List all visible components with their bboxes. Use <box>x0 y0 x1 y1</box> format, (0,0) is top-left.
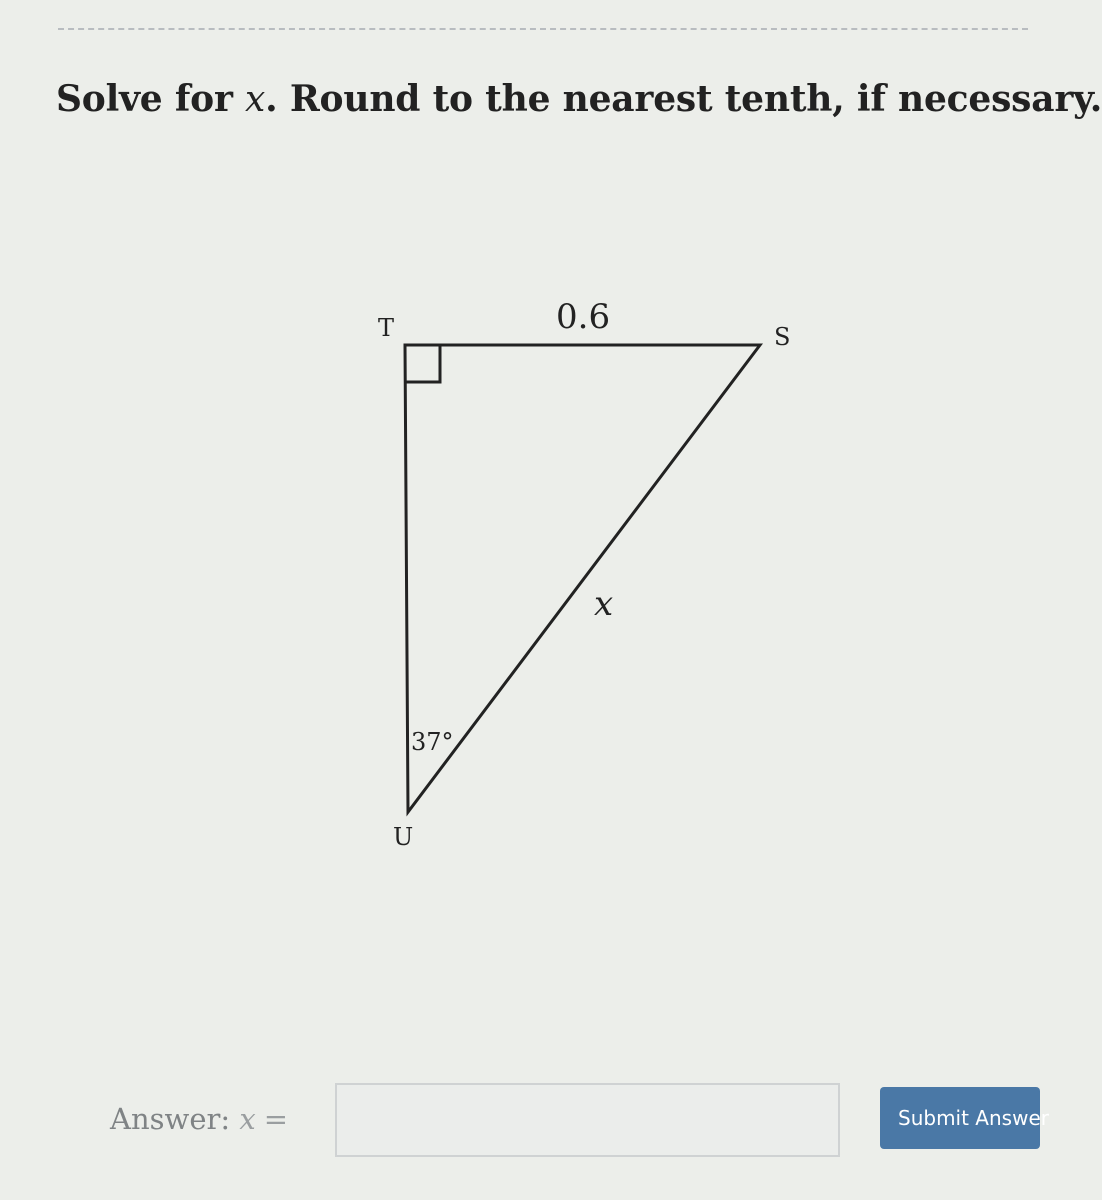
answer-variable: x <box>239 1102 256 1136</box>
vertex-label-s: S <box>774 323 791 351</box>
answer-label <box>110 1102 288 1136</box>
question-variable: x <box>245 79 266 120</box>
question-prefix: Solve for <box>56 78 246 120</box>
answer-row <box>0 1080 1049 1160</box>
side-label-hypotenuse: x <box>594 584 614 624</box>
right-triangle <box>405 345 760 812</box>
answer-input[interactable] <box>335 1083 840 1157</box>
answer-label-text: Answer: <box>110 1102 231 1136</box>
question-suffix: . Round to the nearest tenth, if necessary. <box>265 78 1102 120</box>
vertex-label-t: T <box>378 314 395 342</box>
submit-answer-button[interactable]: Submit Answer <box>880 1087 1040 1149</box>
vertex-label-u: U <box>393 823 414 851</box>
angle-label: 37° <box>411 728 454 756</box>
side-label-top: 0.6 <box>556 297 611 337</box>
right-angle-marker <box>405 345 440 382</box>
answer-equals: = <box>263 1102 289 1136</box>
